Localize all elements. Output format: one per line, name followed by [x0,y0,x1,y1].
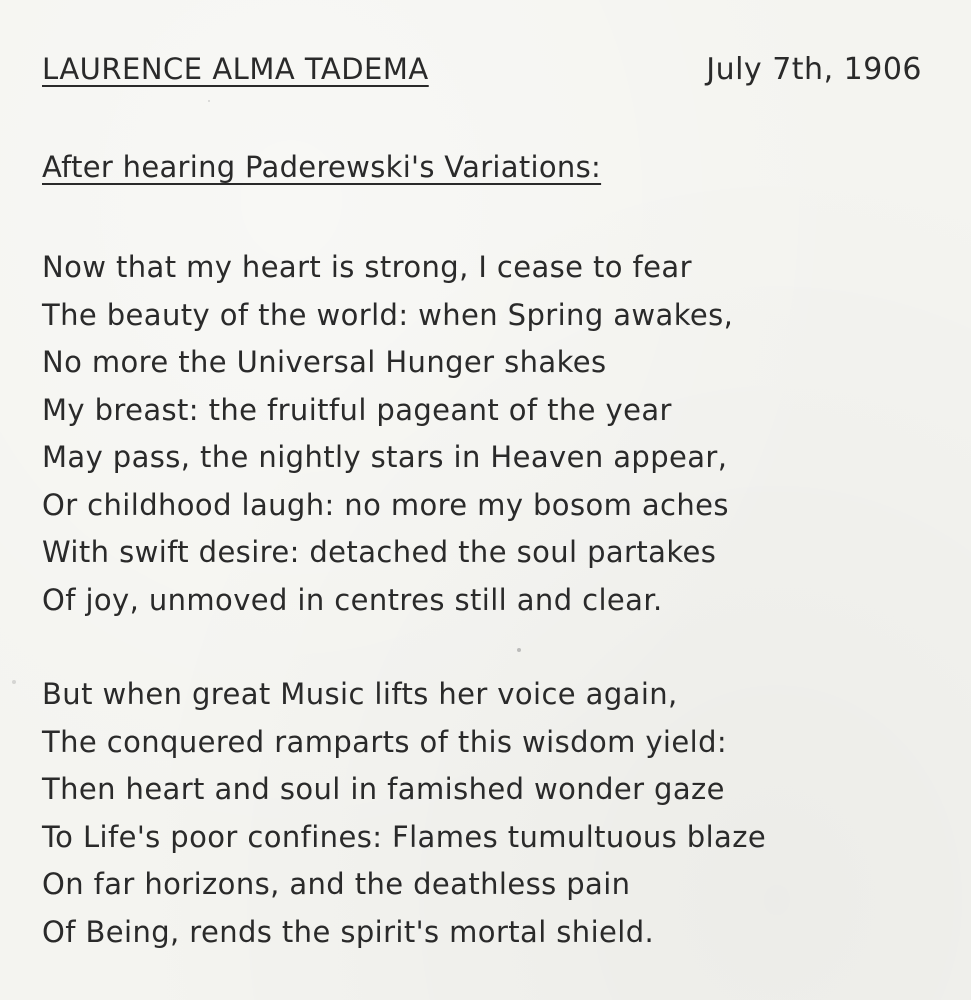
date-line: July 7th, 1906 [706,52,922,87]
poem-line: The beauty of the world: when Spring awakes, [42,297,734,332]
poem-line: No more the Universal Hunger shakes [42,345,607,379]
header-row [42,52,922,102]
author-name: LAURENCE ALMA TADEMA [42,52,429,86]
poem-line: Then heart and soul in famished wonder gaze [42,772,725,806]
poem-line: Or childhood laugh: no more my bosom aches [42,487,729,522]
poem-line: The conquered ramparts of this wisdom yield: [42,724,728,759]
poem-title: After hearing Paderewski's Variations: [42,150,602,184]
poem-line: Of joy, unmoved in centres still and clear. [42,582,663,617]
poem-line: To Life's poor confines: Flames tumultuous blaze [42,819,767,854]
poem-line: On far horizons, and the deathless pain [42,867,631,901]
stanza-1 [42,244,733,624]
poem-line: Of Being, rends the spirit's mortal shield. [42,914,655,949]
poem-line: But when great Music lifts her voice again, [42,677,678,711]
poem-line: May pass, the nightly stars in Heaven appear, [42,440,728,474]
poem-line: My breast: the fruitful pageant of the year [42,392,672,427]
paper-speck [517,648,521,652]
poem-line: With swift desire: detached the soul partakes [42,535,717,569]
poem-line: Now that my heart is strong, I cease to fear [42,250,692,284]
paper-speck [208,100,210,102]
stanza-2 [42,671,766,956]
paper-speck [12,680,16,684]
